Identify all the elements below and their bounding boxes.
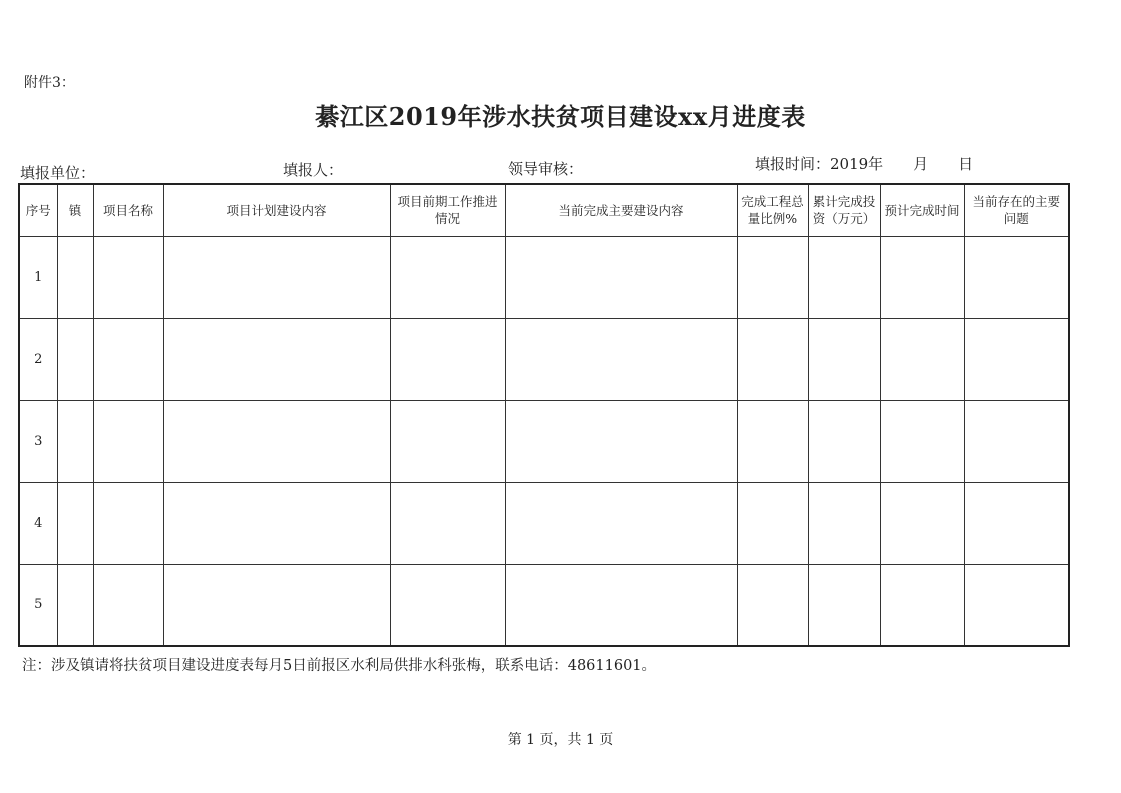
table-cell — [880, 400, 964, 482]
header-town: 镇 — [57, 184, 93, 236]
reporter-label: 填报人： — [283, 161, 344, 179]
header-project-name: 项目名称 — [93, 184, 163, 236]
header-seq: 序号 — [19, 184, 57, 236]
table-cell — [808, 318, 880, 400]
table-header-row — [19, 184, 1069, 236]
table-cell — [964, 236, 1069, 318]
filling-time-label: 填报时间：2019年 月 日 — [755, 155, 974, 173]
table-cell — [964, 482, 1069, 564]
row-number: 2 — [19, 318, 57, 400]
table-cell — [737, 236, 808, 318]
table-cell — [880, 236, 964, 318]
table-cell — [163, 564, 390, 646]
table-cell — [93, 482, 163, 564]
table-cell — [163, 236, 390, 318]
table-row — [19, 400, 1069, 482]
table-row — [19, 482, 1069, 564]
table-cell — [390, 236, 505, 318]
table-cell — [390, 400, 505, 482]
table-cell — [808, 564, 880, 646]
table-cell — [964, 400, 1069, 482]
row-number: 1 — [19, 236, 57, 318]
table-cell — [505, 564, 737, 646]
table-cell — [163, 400, 390, 482]
table-cell — [93, 318, 163, 400]
table-cell — [737, 400, 808, 482]
table-cell — [880, 482, 964, 564]
table-cell — [737, 564, 808, 646]
footnote: 注：涉及镇请将扶贫项目建设进度表每月5日前报区水利局供排水科张梅，联系电话：48611601。 — [22, 658, 657, 674]
table-row — [19, 318, 1069, 400]
table-cell — [808, 236, 880, 318]
header-preliminary-progress: 项目前期工作推进情况 — [390, 184, 505, 236]
table-cell — [390, 482, 505, 564]
table-cell — [390, 318, 505, 400]
table-cell — [737, 482, 808, 564]
header-completed-content: 当前完成主要建设内容 — [505, 184, 737, 236]
header-planned-content: 项目计划建设内容 — [163, 184, 390, 236]
table-cell — [163, 318, 390, 400]
table-cell — [505, 400, 737, 482]
filling-unit-label: 填报单位： — [20, 164, 96, 182]
row-number: 3 — [19, 400, 57, 482]
table-cell — [390, 564, 505, 646]
table-cell — [964, 564, 1069, 646]
table-cell — [57, 482, 93, 564]
row-number: 4 — [19, 482, 57, 564]
header-expected-completion: 预计完成时间 — [880, 184, 964, 236]
table-cell — [57, 564, 93, 646]
attachment-label: 附件3： — [24, 75, 75, 91]
table-cell — [964, 318, 1069, 400]
table-cell — [505, 482, 737, 564]
table-cell — [57, 318, 93, 400]
table-cell — [93, 400, 163, 482]
table-cell — [880, 318, 964, 400]
table-cell — [163, 482, 390, 564]
table-row — [19, 236, 1069, 318]
table-cell — [808, 400, 880, 482]
table-cell — [57, 236, 93, 318]
table-cell — [808, 482, 880, 564]
table-cell — [93, 564, 163, 646]
header-current-issues: 当前存在的主要问题 — [964, 184, 1069, 236]
progress-table — [18, 183, 1070, 647]
table-cell — [57, 400, 93, 482]
header-completion-ratio: 完成工程总量比例% — [737, 184, 808, 236]
table-row — [19, 564, 1069, 646]
table-cell — [505, 318, 737, 400]
table-cell — [93, 236, 163, 318]
document-title: 綦江区2019年涉水扶贫项目建设xx月进度表 — [315, 102, 806, 131]
reviewer-label: 领导审核： — [508, 160, 584, 178]
row-number: 5 — [19, 564, 57, 646]
table-cell — [505, 236, 737, 318]
table-cell — [880, 564, 964, 646]
progress-table-container — [18, 183, 1070, 647]
page-number: 第 1 页，共 1 页 — [507, 732, 614, 748]
header-cumulative-investment: 累计完成投资（万元） — [808, 184, 880, 236]
table-cell — [737, 318, 808, 400]
